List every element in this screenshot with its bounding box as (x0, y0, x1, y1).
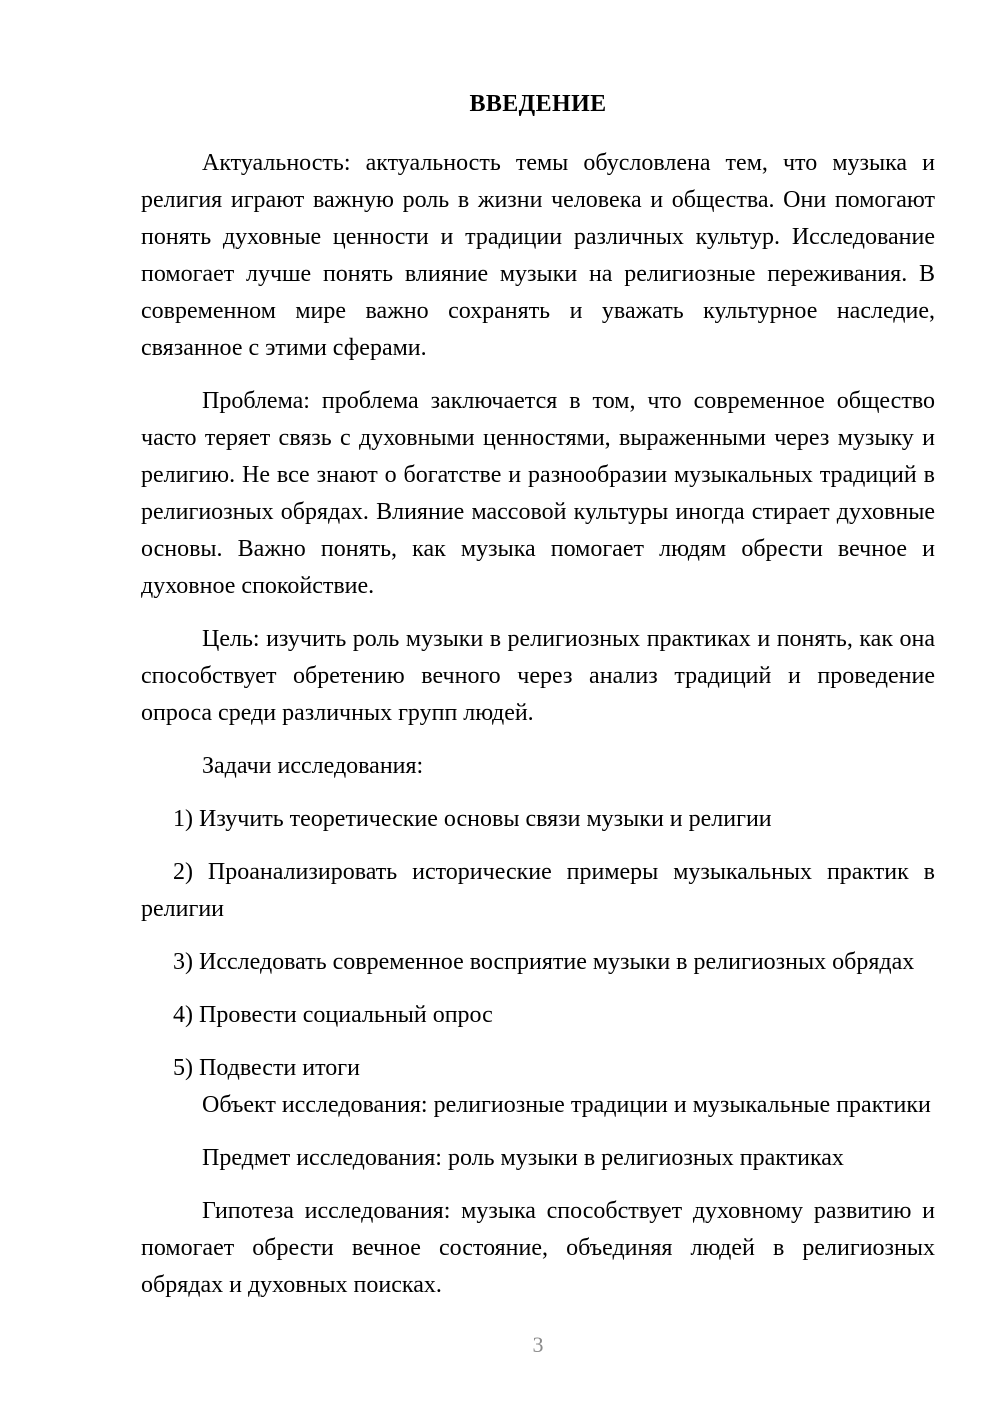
list-item: 1) Изучить теоретические основы связи музыки и религии (173, 806, 772, 832)
paragraph-subject: Предмет исследования: роль музыки в религиозных практиках (202, 1145, 844, 1171)
paragraph-hypothesis: Гипотеза исследования: музыка способствует духовному развитию и помогает обрести вечное состояние, объединяя людей в религиозных обрядах и духовных поисках. (141, 1198, 935, 1298)
page-title: ВВЕДЕНИЕ (469, 91, 607, 117)
paragraph-relevance: Актуальность: актуальность темы обусловлена тем, что музыка и религия играют важную роль в жизни человека и общества. Они помогают понять духовные ценности и традиции различных культур. Исследование помогает лучше понять влияние музыки на религиозные переживания. В современном мире важно сохранять и уважать культурное наследие, связанное с этими сферами. (141, 150, 935, 361)
tasks-heading: Задачи исследования: (202, 753, 424, 779)
list-item: 2) Проанализировать исторические примеры музыкальных практик в религии (141, 859, 935, 922)
list-item: 5) Подвести итоги (173, 1055, 360, 1081)
paragraph-goal: Цель: изучить роль музыки в религиозных практиках и понять, как она способствует обретению вечного через анализ традиций и проведение опроса среди различных групп людей. (141, 626, 935, 726)
list-item: 4) Провести социальный опрос (173, 1002, 493, 1028)
document-body (141, 86, 935, 1304)
list-item: 3) Исследовать современное восприятие музыки в религиозных обрядах (173, 949, 915, 975)
paragraph-problem: Проблема: проблема заключается в том, что современное общество часто теряет связь с духовными ценностями, выраженными через музыку и религию. Не все знают о богатстве и разнообразии музыкальных традиций в религиозных обрядах. Влияние массовой культуры иногда стирает духовные основы. Важно понять, как музыка помогает людям обрести вечное и духовное спокойствие. (141, 388, 935, 599)
paragraph-object: Объект исследования: религиозные традиции и музыкальные практики (202, 1092, 931, 1118)
page-number: 3 (532, 1332, 544, 1357)
